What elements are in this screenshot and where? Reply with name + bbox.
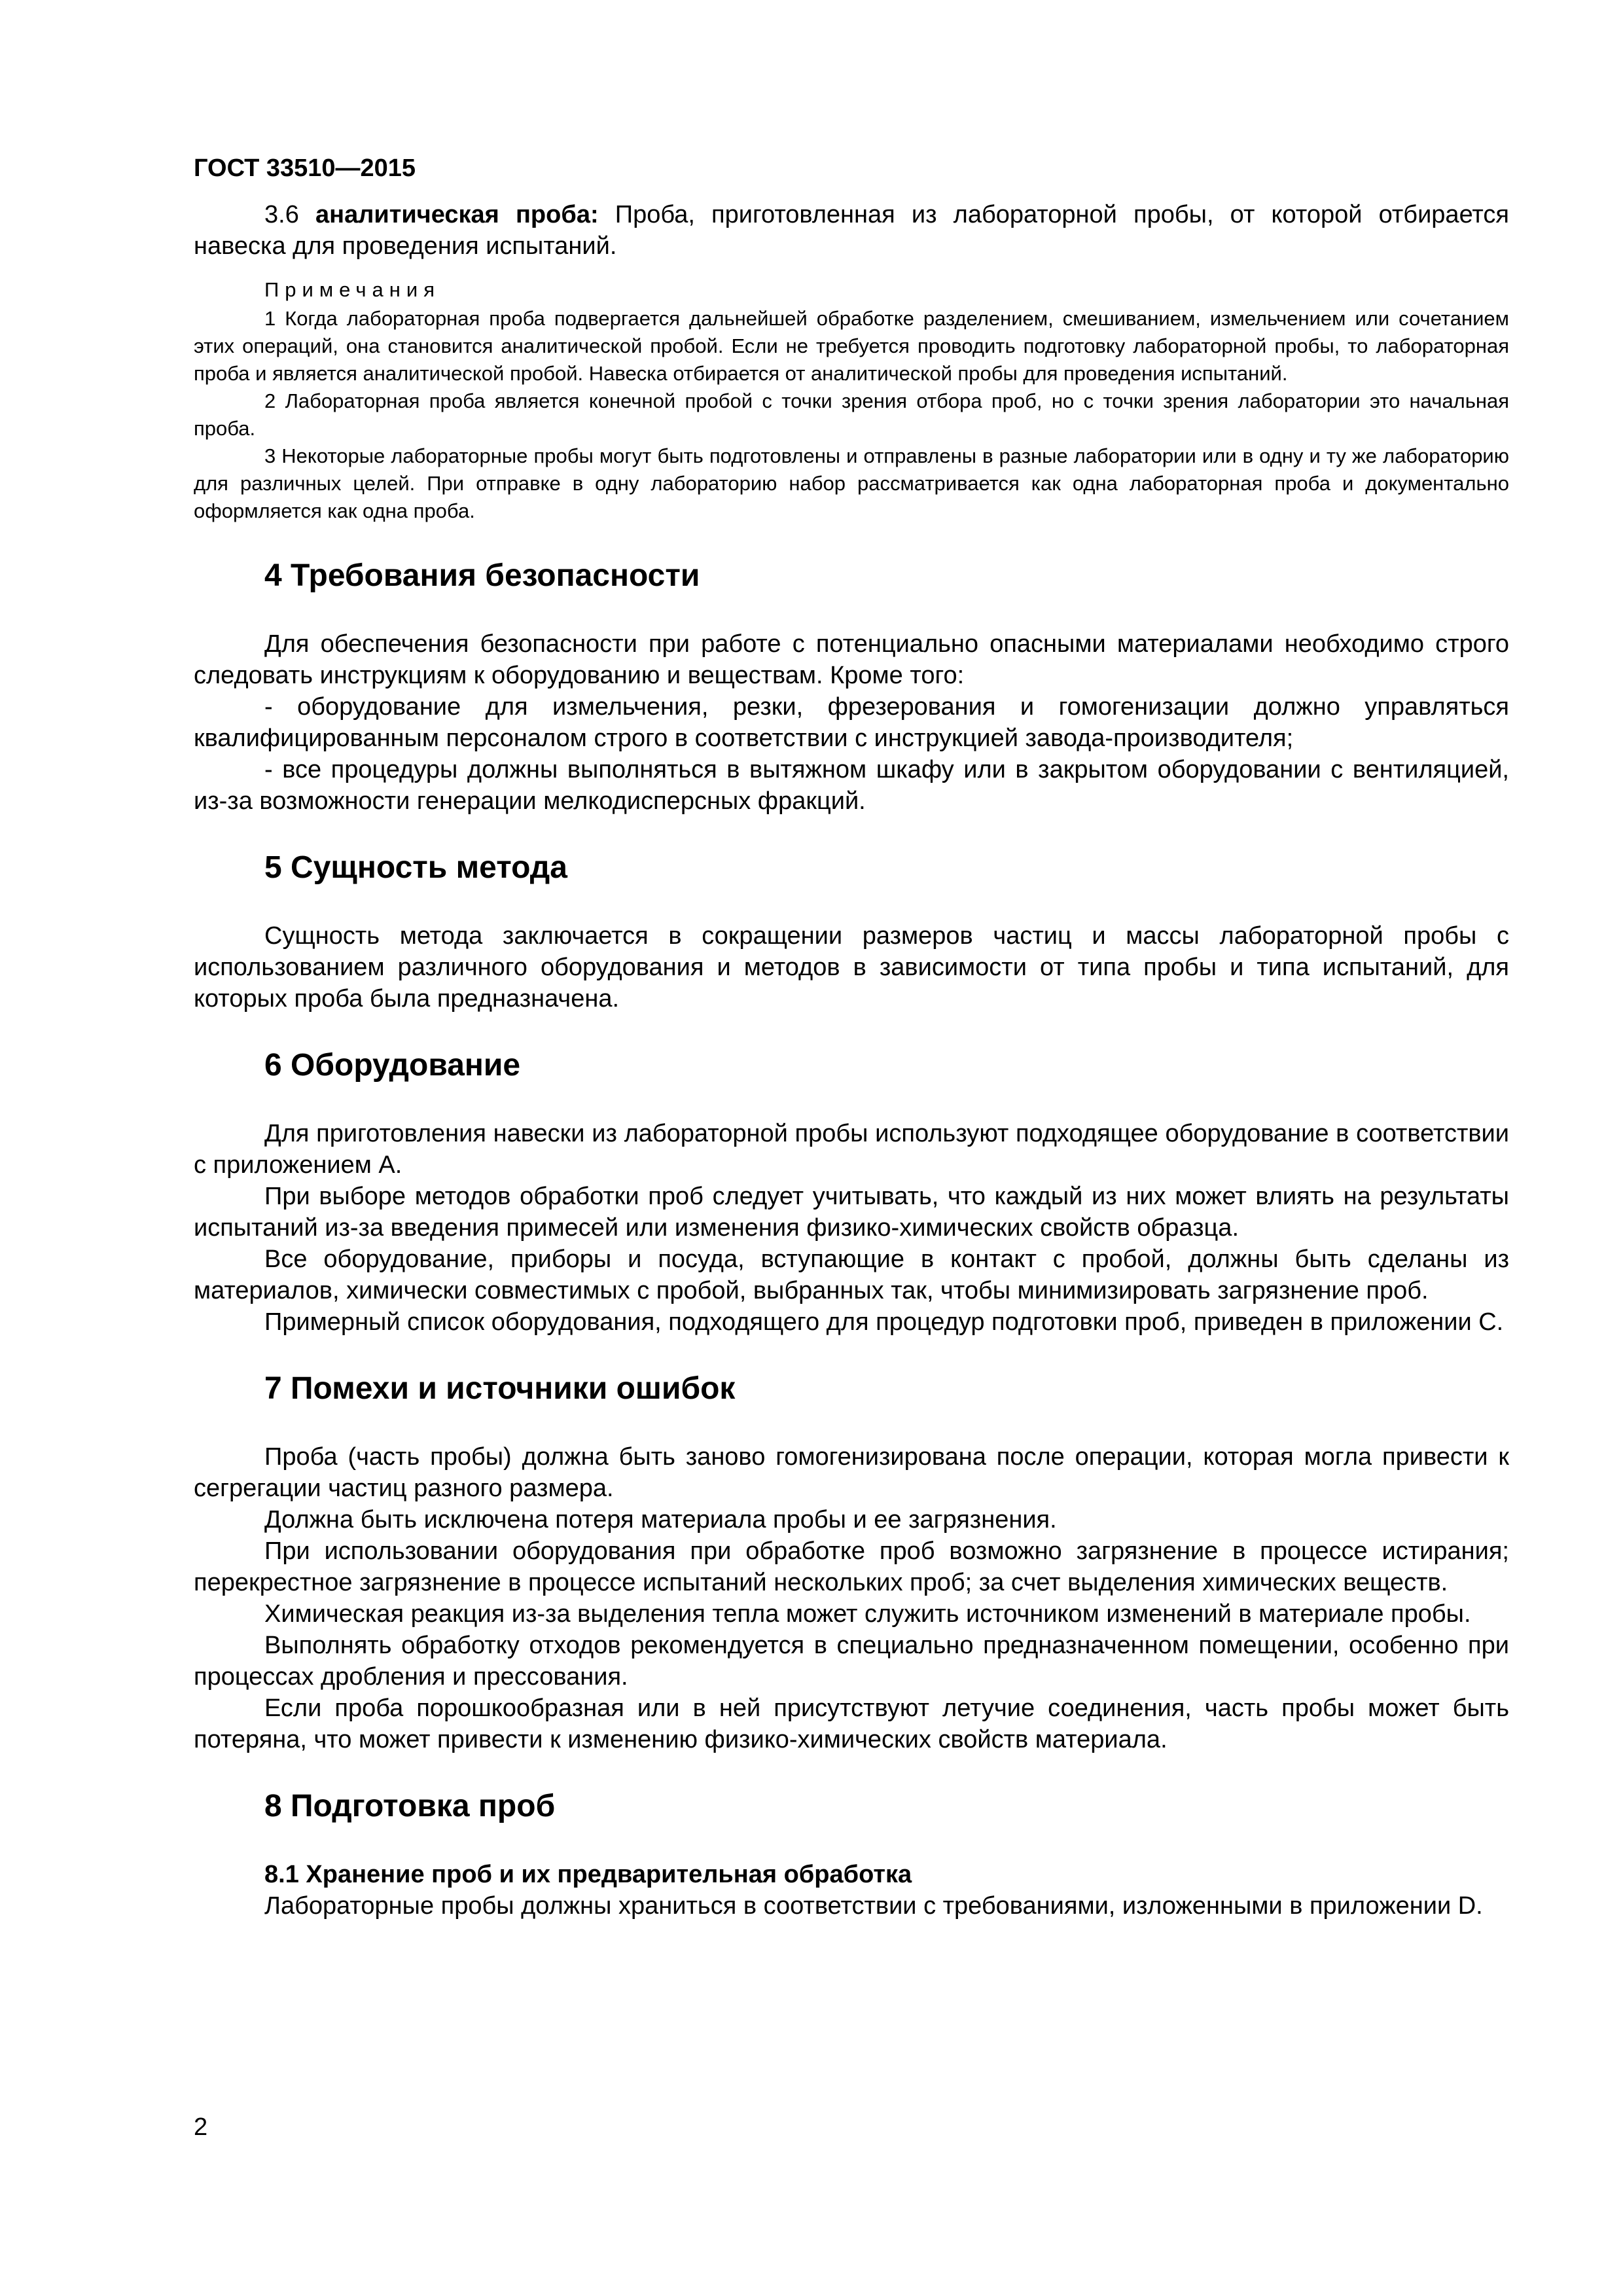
paragraph: Химическая реакция из-за выделения тепла может служить источником изменений в материале пробы. (264, 1600, 1471, 1628)
definition-text: Проба, приготовленная из лабораторной пробы, от которой отбирается навеска для проведения испытаний. (194, 201, 1509, 260)
note-item: 1 Когда лабораторная проба подвергается дальнейшей обработке разделением, смешиванием, измельчением или сочетанием этих операций, она становится аналитической пробой. Если не требуется проводить подготовку лабораторной пробы, то лабораторная проба и является аналитической пробой. Навеска отбирается от аналитической пробы для проведения испытаний. (194, 307, 1509, 385)
note-item: 2 Лабораторная проба является конечной пробой с точки зрения отбора проб, но с точки зрения лаборатории это начальная проба. (194, 389, 1509, 440)
paragraph: - все процедуры должны выполняться в вытяжном шкафу или в закрытом оборудовании с вентиляцией, из-за возможности генерации мелкодисперсных фракций. (194, 756, 1509, 815)
page-number: 2 (194, 2113, 208, 2141)
paragraph: Должна быть исключена потеря материала пробы и ее загрязнения. (264, 1506, 1057, 1534)
paragraph: При выборе методов обработки проб следует учитывать, что каждый из них может влиять на результаты испытаний из-за введения примесей или изменения физико-химических свойств образца. (194, 1183, 1509, 1242)
paragraph: Для обеспечения безопасности при работе с потенциально опасными материалами необходимо строго следовать инструкциям к оборудованию и веществам. Кроме того: (194, 630, 1509, 689)
section-heading: 4 Требования безопасности (264, 558, 700, 593)
section-heading: 7 Помехи и источники ошибок (264, 1371, 736, 1406)
subsection-heading: 8.1 Хранение проб и их предварительная обработка (264, 1861, 912, 1888)
section-heading: 6 Оборудование (264, 1048, 521, 1083)
paragraph: Все оборудование, приборы и посуда, вступающие в контакт с пробой, должны быть сделаны из материалов, химически совместимых с пробой, выбранных так, чтобы минимизировать загрязнение проб. (194, 1246, 1509, 1304)
definition-3-6 (194, 199, 1509, 262)
document-page (194, 152, 1509, 1922)
definition-term: аналитическая проба: (315, 201, 599, 228)
paragraph: При использовании оборудования при обработке проб возможно загрязнение в процессе истирания; перекрестное загрязнение в процессе испытаний нескольких проб; за счет выделения химических веществ. (194, 1537, 1509, 1596)
note-item: 3 Некоторые лабораторные пробы могут быть подготовлены и отправлены в разные лаборатории или в одну и ту же лабораторию для различных целей. При отправке в одну лабораторию набор рассматривается как одна лабораторная проба и документально оформляется как одна проба. (194, 444, 1509, 522)
document-header: ГОСТ 33510—2015 (194, 154, 416, 182)
paragraph: Примерный список оборудования, подходящего для процедур подготовки проб, приведен в приложении С. (264, 1308, 1504, 1336)
paragraph: Для приготовления навески из лабораторной пробы используют подходящее оборудование в соответствии с приложением А. (194, 1120, 1509, 1179)
paragraph: Сущность метода заключается в сокращении размеров частиц и массы лабораторной пробы с использованием различного оборудования и методов в зависимости от типа пробы и типа испытаний, для которых проба была предназначена. (194, 922, 1509, 1013)
paragraph: Проба (часть пробы) должна быть заново гомогенизирована после операции, которая могла привести к сегрегации частиц разного размера. (194, 1443, 1509, 1502)
paragraph: Лабораторные пробы должны храниться в соответствии с требованиями, изложенными в приложении D. (264, 1892, 1483, 1920)
notes-title: Примечания (264, 278, 440, 301)
section-heading: 8 Подготовка проб (264, 1789, 556, 1823)
paragraph: Выполнять обработку отходов рекомендуется в специально предназначенном помещении, особенно при процессах дробления и прессования. (194, 1632, 1509, 1691)
paragraph: - оборудование для измельчения, резки, фрезерования и гомогенизации должно управляться квалифицированным персоналом строго в соответствии с инструкцией завода-производителя; (194, 693, 1509, 752)
definition-number: 3.6 (264, 201, 299, 228)
paragraph: Если проба порошкообразная или в ней присутствуют летучие соединения, часть пробы может быть потеряна, что может привести к изменению физико-химических свойств материала. (194, 1695, 1509, 1753)
section-heading: 5 Сущность метода (264, 850, 567, 885)
